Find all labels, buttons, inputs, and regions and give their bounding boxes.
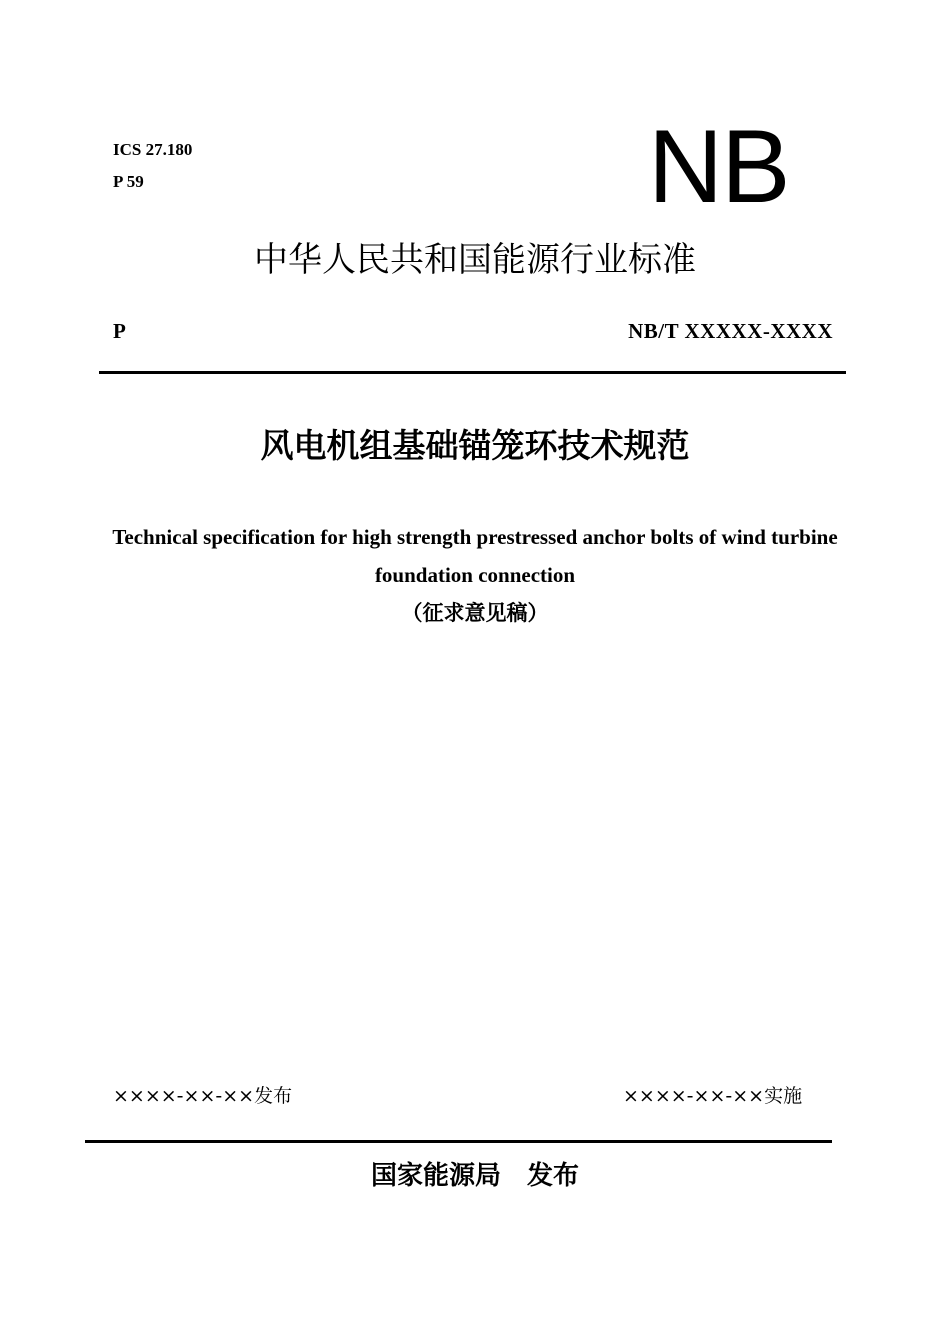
draft-status: （征求意见稿） xyxy=(401,601,549,625)
document-title-english: Technical specification for high strength prestressed anchor bolts of wind turbine foundation connection xyxy=(112,525,838,587)
classification-code: P 59 xyxy=(113,172,144,191)
issue-date: ××××-××-××发布 xyxy=(113,1085,293,1107)
document-title-chinese: 风电机组基础锚笼环技术规范 xyxy=(260,426,690,465)
top-divider xyxy=(99,371,846,374)
standard-type-heading: 中华人民共和国能源行业标准 xyxy=(254,240,696,280)
category-code: P xyxy=(113,319,126,343)
standard-number: NB/T XXXXX-XXXX xyxy=(628,319,833,343)
nb-logo: NB xyxy=(648,109,789,225)
ics-code: ICS 27.180 xyxy=(113,140,193,159)
issuing-authority: 国家能源局 发布 xyxy=(370,1161,579,1191)
implementation-date: ××××-××-××实施 xyxy=(623,1085,803,1107)
bottom-divider xyxy=(85,1140,832,1143)
